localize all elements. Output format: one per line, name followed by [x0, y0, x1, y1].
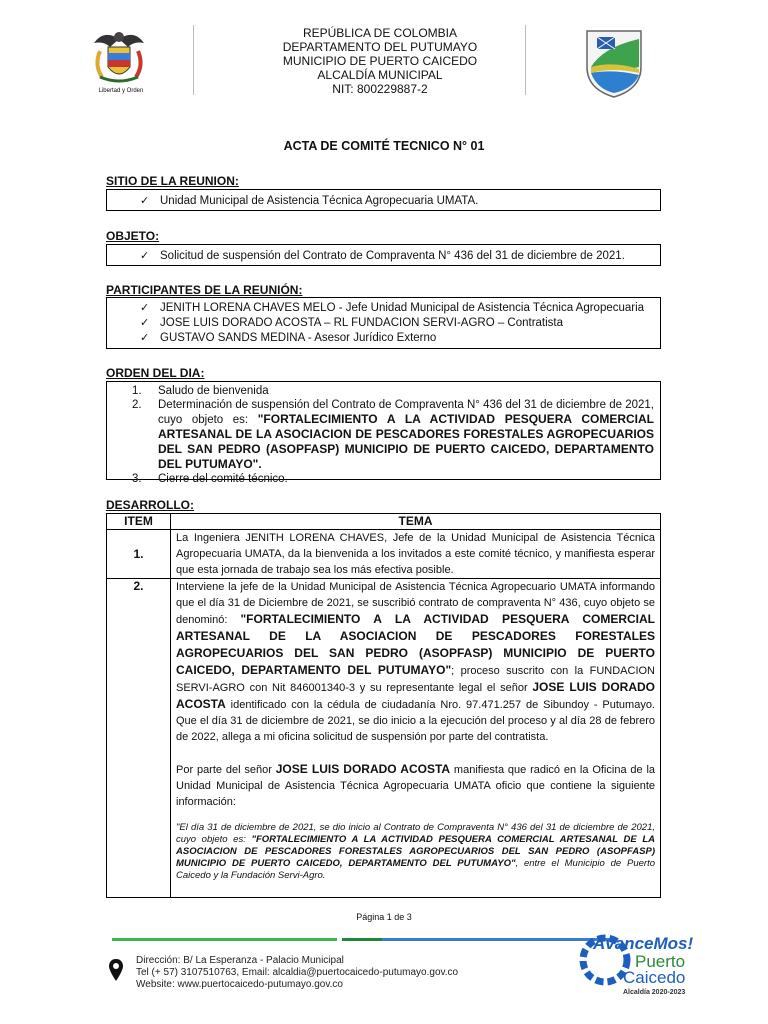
participante-text: JENITH LORENA CHAVES MELO - Jefe Unidad Municipal de Asistencia Técnica Agropecuaria: [160, 301, 645, 314]
logo-line-1: AvanceMos!: [593, 934, 694, 953]
participante-text: JOSE LUIS DORADO ACOSTA – RL FUNDACION SERVI-AGRO – Contratista: [160, 316, 564, 329]
section-sitio-label: SITIO DE LA REUNION:: [106, 174, 239, 188]
avancemos-logo: [575, 922, 700, 1002]
orden-item: [107, 472, 660, 486]
paragraph-bold-text: JOSE LUIS DORADO ACOSTA: [275, 762, 451, 776]
header-separator-left: [193, 25, 194, 95]
section-objeto-label: OBJETO:: [106, 229, 160, 243]
sitio-item-text: Unidad Municipal de Asistencia Técnica Agropecuaria UMATA.: [160, 194, 479, 207]
orden-item: [107, 398, 660, 472]
orden-item-number: 1.: [132, 385, 142, 397]
sitio-box: [106, 189, 661, 211]
header-line-3: MUNICIPIO DE PUERTO CAICEDO: [282, 54, 478, 68]
orden-item-bold-text: "FORTALECIMIENTO A LA ACTIVIDAD PESQUERA COMERCIAL ARTESANAL DE LA ASOCIACION DE PESCADORES FORESTALES AGROPECUARIOS DEL SAN PEDRO (ASOPFASP) MUNICIPIO DE PUERTO CAICEDO, DEPARTAMENTO DEL PUTUMAYO".: [158, 412, 654, 471]
header-line-4: ALCALDÍA MUNICIPAL: [317, 68, 443, 82]
quote-text: , entre el Municipio de Puerto Caicedo y la Fundación Servi-Agro.: [176, 858, 655, 881]
table-row: [107, 579, 661, 898]
footer-address: Dirección: B/ La Esperanza - Palacio Municipal: [136, 955, 344, 966]
objeto-item-text: Solicitud de suspensión del Contrato de Compraventa N° 436 del 31 de diciembre de 2021.: [160, 249, 625, 262]
paragraph-text: ; proceso suscrito con la FUNDACION SERVI-AGRO con Nit 846001340-3 y su representante legal el señor: [176, 665, 656, 694]
desarrollo-table: [106, 513, 661, 898]
section-participantes-label: PARTICIPANTES DE LA REUNIÓN:: [106, 283, 303, 297]
orden-item: [107, 384, 660, 398]
paragraph-text: Por parte del señor: [176, 764, 272, 776]
orden-item-number: 3.: [132, 473, 142, 485]
crest-caption: Libertad y Orden: [98, 88, 144, 94]
header-line-2: DEPARTAMENTO DEL PUTUMAYO: [282, 40, 478, 54]
orden-item-number: 2.: [132, 399, 142, 411]
objeto-item: [107, 248, 660, 263]
participante-item: [107, 330, 660, 345]
section-orden-label: ORDEN DEL DIA:: [106, 366, 205, 380]
orden-item-text: Cierre del comité técnico.: [158, 473, 288, 485]
header-line-5: NIT: 800229887-2: [332, 82, 428, 96]
paragraph-text: manifiesta que radicó en la Oficina de la Unidad Municipal de Asistencia Técnica Agropecuaria UMATA oficio que contiene la siguiente información:: [176, 764, 656, 808]
row-paragraph-2: [176, 761, 655, 810]
quote-text: "El día 31 de diciembre de 2021, se dio inicio al Contrato de Compraventa N° 436 del 31 de diciembre de 2021, cuyo objeto es:: [176, 822, 655, 845]
checkmark-icon: ✓: [140, 195, 150, 207]
orden-item-text: Determinación de suspensión del Contrato de Compraventa N° 436 del 31 de diciembre de 2021, cuyo objeto es:: [158, 399, 654, 426]
row-item-number: 2.: [107, 579, 171, 898]
quote-bold-text: "FORTALECIMIENTO A LA ACTIVIDAD PESQUERA COMERCIAL ARTESANAL DE LA ASOCIACION DE PESCADORES FORESTALES AGROPECUARIOS DEL SAN PEDRO (ASOPFASP) MUNICIPIO DE PUERTO CAICEDO, DEPARTAMENTO DEL PUTUMAYO": [176, 834, 655, 869]
checkmark-icon: ✓: [140, 332, 150, 344]
document-title: ACTA DE COMITÉ TECNICO N° 01: [283, 139, 485, 153]
logo-line-3: Caicedo: [623, 968, 686, 987]
row-paragraph-1: [176, 579, 655, 745]
participante-text: GUSTAVO SANDS MEDINA - Asesor Jurídico Externo: [160, 331, 437, 344]
orden-item-text: Saludo de bienvenida: [158, 385, 269, 397]
paragraph-bold-text: "FORTALECIMIENTO A LA ACTIVIDAD PESQUERA COMERCIAL ARTESANAL DE LA ASOCIACION DE PESCADORES FORESTALES AGROPECUARIOS DEL SAN PEDRO (ASOPFASP) MUNICIPIO DE PUERTO CAICEDO, DEPARTAMENTO DEL PUTUMAYO": [176, 612, 655, 677]
orden-item-body: [158, 398, 660, 472]
table-header-row: [107, 514, 661, 530]
participantes-box: [106, 297, 661, 349]
quoted-text: [176, 822, 655, 882]
logo-caption: Alcaldía 2020-2023: [623, 989, 686, 996]
checkmark-icon: ✓: [140, 317, 150, 329]
paragraph-text: Interviene la jefe de la Unidad Municipal de Asistencia Técnica Agropecuario UMATA informando que el día 31 de Diciembre de 2021, se suscribió contrato de compraventa N° 436, cuyo objeto se denominó:: [176, 581, 655, 626]
section-desarrollo-label: DESARROLLO:: [106, 498, 194, 512]
page-number: Página 1 de 3: [356, 912, 412, 922]
checkmark-icon: ✓: [140, 302, 150, 314]
participante-item: [107, 300, 660, 315]
row-tema-text: La Ingeniera JENITH LORENA CHAVES, Jefe de la Unidad Municipal de Asistencia Técnica Agropecuaria UMATA, da la bienvenida a los invitados a este comité técnico, y manifiesta esperar que esta jornada de trabajo sea los más efectiva posible.: [171, 530, 661, 579]
paragraph-bold-text: JOSE LUIS DORADO ACOSTA: [176, 680, 655, 711]
header-separator-right: [525, 25, 526, 95]
footer-divider-green: [112, 938, 337, 941]
objeto-box: [106, 244, 661, 266]
paragraph-text: identificado con la cédula de ciudadanía Nro. 97.471.257 de Sibundoy - Putumayo. Que el día 31 de diciembre de 2021, se dio inicio a la ejecución del proceso y al día 28 de febrero de 2022, allega a mi oficina solicitud de suspensión por parte del contratista.: [176, 699, 655, 743]
row-item-number: 1.: [107, 530, 171, 579]
checkmark-icon: ✓: [140, 250, 150, 262]
table-row: [107, 530, 661, 579]
sitio-item: [107, 193, 660, 208]
row-tema-cell: [171, 579, 661, 898]
logo-line-2: Puerto: [635, 952, 686, 971]
col-item-header: ITEM: [107, 514, 171, 530]
colombia-crest: [88, 25, 150, 95]
footer-divider-darkgreen: [342, 938, 382, 941]
orden-box: [106, 381, 661, 485]
footer-contact: Tel (+ 57) 3107510763, Email: alcaldia@puertocaicedo-putumayo.gov.co: [136, 967, 459, 978]
municipal-shield: [583, 27, 645, 99]
location-pin-icon: [108, 958, 124, 987]
header-line-1: REPÚBLICA DE COLOMBIA: [302, 26, 458, 40]
footer-website: Website: www.puertocaicedo-putumayo.gov.co: [136, 979, 343, 990]
col-tema-header: TEMA: [171, 514, 661, 530]
participante-item: [107, 315, 660, 330]
